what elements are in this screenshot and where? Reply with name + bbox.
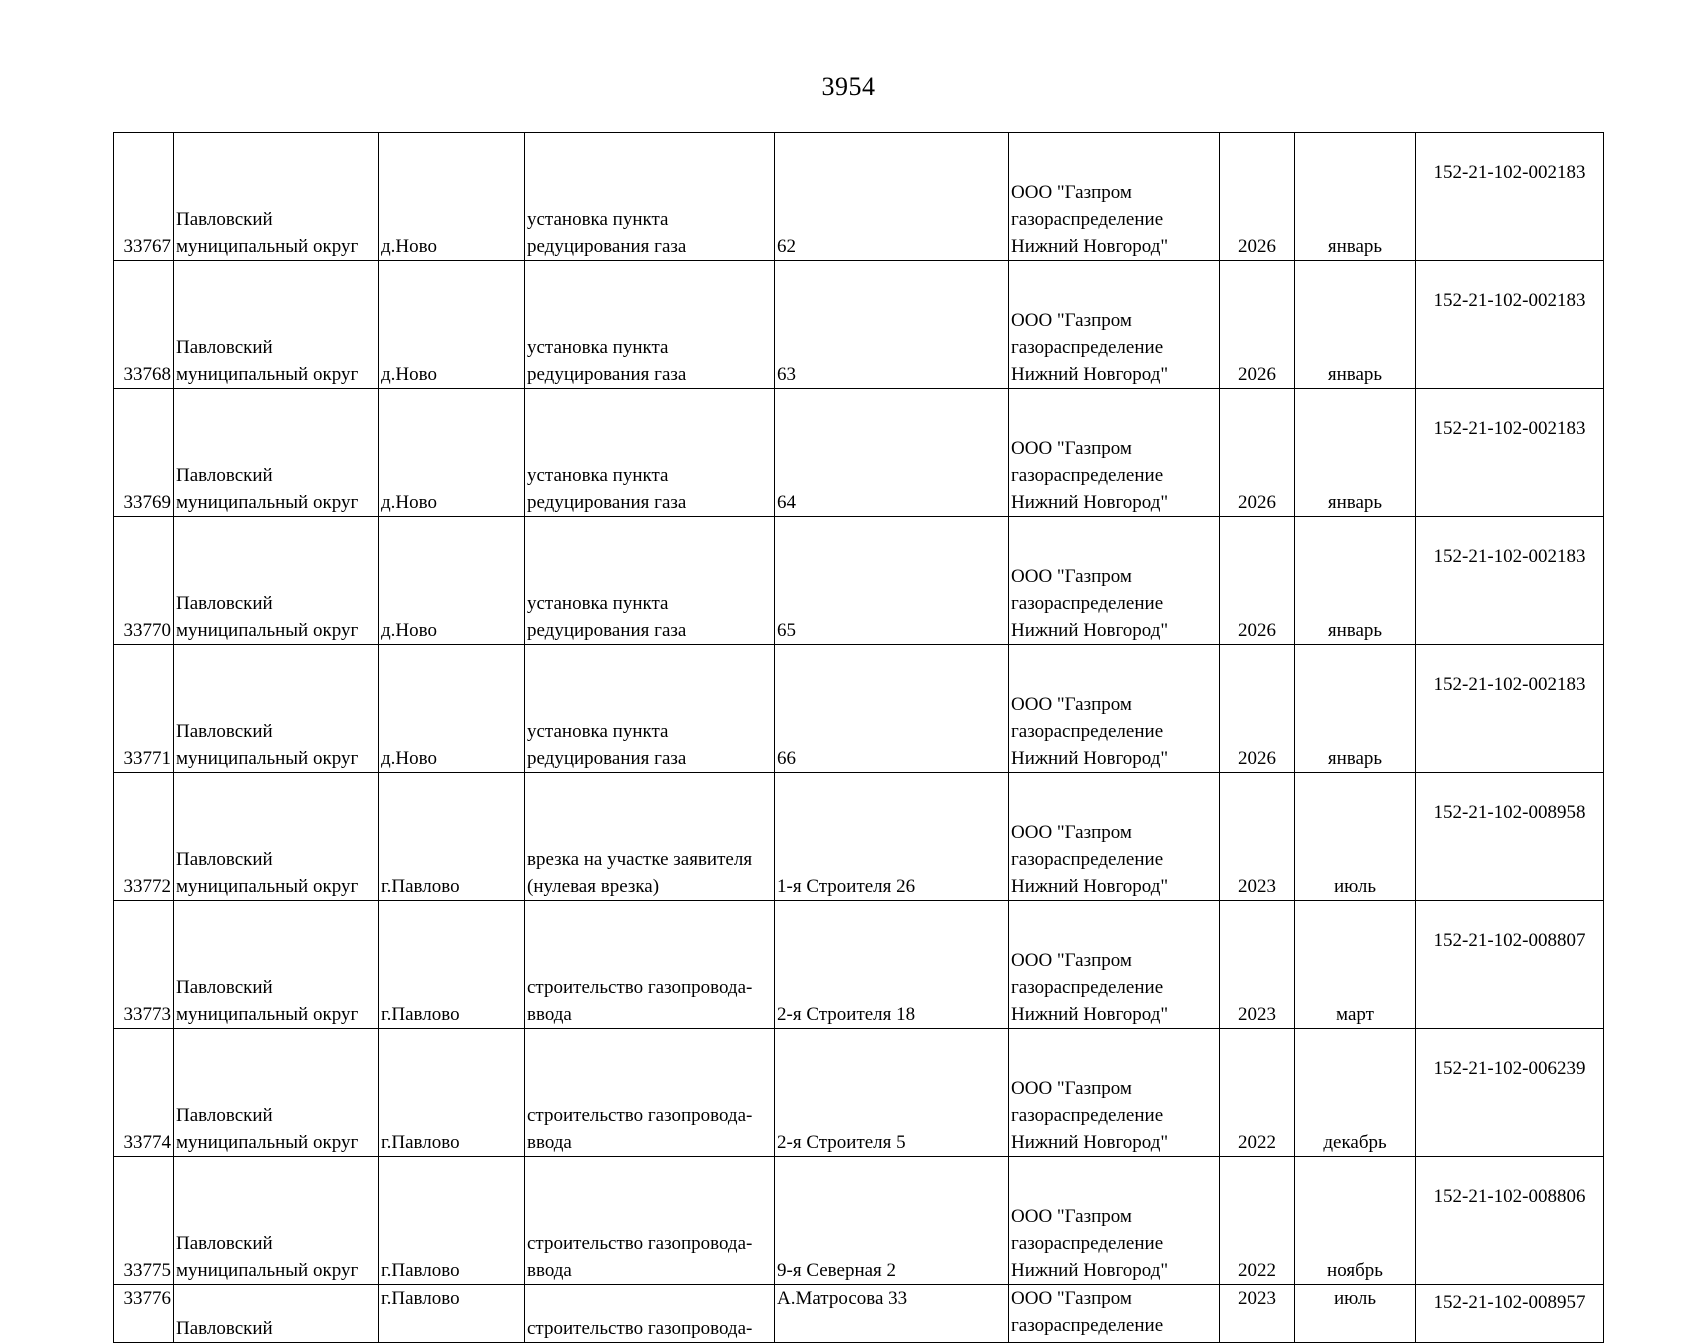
work-type-cell (525, 389, 775, 517)
month-text: январь (1327, 236, 1383, 257)
locality-text: г.Павлово (381, 1288, 460, 1309)
month-text: декабрь (1323, 1132, 1387, 1153)
year-text: 2022 (1238, 1132, 1276, 1153)
row-number: 33767 (123, 236, 171, 257)
application-code-cell (1416, 1285, 1604, 1343)
year-text: 2026 (1238, 364, 1276, 385)
address-text: 66 (777, 748, 796, 769)
application-code: 152-21-102-002183 (1433, 162, 1586, 183)
organization-line: газораспределение (1011, 721, 1164, 742)
work-type-line: ввода (527, 1132, 572, 1153)
month-cell (1295, 133, 1416, 261)
organization-line: Нижний Новгород" (1011, 236, 1169, 257)
work-type-line: ввода (527, 1004, 572, 1025)
address-cell (775, 645, 1009, 773)
application-code: 152-21-102-008957 (1433, 1292, 1586, 1313)
application-code: 152-21-102-006239 (1433, 1058, 1586, 1079)
application-code-cell (1416, 1157, 1604, 1285)
address-text: 1-я Строителя 26 (777, 876, 916, 897)
application-code: 152-21-102-002183 (1433, 418, 1586, 439)
organization-cell (1009, 901, 1220, 1029)
row-number: 33771 (123, 748, 171, 769)
address-cell (775, 901, 1009, 1029)
work-type-line: редуцирования газа (527, 620, 687, 641)
table-row (114, 773, 1604, 901)
application-code-cell (1416, 773, 1604, 901)
work-type-line: ввода (527, 1260, 572, 1281)
month-cell (1295, 1029, 1416, 1157)
organization-line: газораспределение (1011, 1105, 1164, 1126)
address-cell (775, 389, 1009, 517)
locality-cell (379, 901, 525, 1029)
application-code-cell (1416, 389, 1604, 517)
month-cell (1295, 261, 1416, 389)
application-code: 152-21-102-002183 (1433, 674, 1586, 695)
work-type-line: строительство газопровода- (527, 977, 753, 998)
organization-cell (1009, 1029, 1220, 1157)
organization-cell (1009, 645, 1220, 773)
district-cell (174, 517, 379, 645)
work-type-line: установка пункта (527, 337, 669, 358)
year-cell (1220, 645, 1295, 773)
organization-cell (1009, 773, 1220, 901)
row-number: 33770 (123, 620, 171, 641)
district-line: Павловский (176, 465, 273, 486)
row-number-cell (114, 645, 174, 773)
row-number-cell (114, 1157, 174, 1285)
year-cell (1220, 1157, 1295, 1285)
address-text: 2-я Строителя 5 (777, 1132, 906, 1153)
district-line: Павловский (176, 977, 273, 998)
application-code: 152-21-102-008806 (1433, 1186, 1586, 1207)
month-cell (1295, 645, 1416, 773)
locality-text: д.Ново (381, 748, 437, 769)
work-type-cell (525, 645, 775, 773)
locality-cell (379, 261, 525, 389)
application-code-cell (1416, 901, 1604, 1029)
work-type-line: установка пункта (527, 721, 669, 742)
locality-text: д.Ново (381, 492, 437, 513)
district-cell (174, 389, 379, 517)
month-cell (1295, 773, 1416, 901)
district-line: муниципальный округ (176, 364, 359, 385)
district-cell (174, 773, 379, 901)
work-type-cell (525, 517, 775, 645)
district-cell (174, 261, 379, 389)
year-text: 2023 (1238, 1288, 1276, 1309)
work-type-line: строительство газопровода- (527, 1318, 753, 1339)
locality-cell (379, 517, 525, 645)
row-number-cell (114, 1285, 174, 1343)
row-number: 33774 (123, 1132, 171, 1153)
month-text: ноябрь (1327, 1260, 1383, 1281)
organization-line: ООО "Газпром (1011, 1078, 1132, 1099)
district-line: Павловский (176, 1318, 273, 1339)
registry-table (113, 132, 1604, 1343)
table-row (114, 901, 1604, 1029)
address-cell (775, 133, 1009, 261)
year-text: 2026 (1238, 748, 1276, 769)
district-line: муниципальный округ (176, 236, 359, 257)
month-text: январь (1327, 748, 1383, 769)
application-code: 152-21-102-008958 (1433, 802, 1586, 823)
organization-line: газораспределение (1011, 209, 1164, 230)
organization-cell (1009, 389, 1220, 517)
work-type-cell (525, 133, 775, 261)
address-cell (775, 261, 1009, 389)
table-row (114, 133, 1604, 261)
year-cell (1220, 1029, 1295, 1157)
district-line: муниципальный округ (176, 1260, 359, 1281)
organization-line: ООО "Газпром (1011, 310, 1132, 331)
organization-line: ООО "Газпром (1011, 566, 1132, 587)
locality-cell (379, 389, 525, 517)
address-cell (775, 773, 1009, 901)
row-number-cell (114, 133, 174, 261)
table-row (114, 389, 1604, 517)
locality-cell (379, 1157, 525, 1285)
work-type-cell (525, 773, 775, 901)
work-type-line: строительство газопровода- (527, 1233, 753, 1254)
application-code-cell (1416, 1029, 1604, 1157)
year-cell (1220, 133, 1295, 261)
address-text: 2-я Строителя 18 (777, 1004, 916, 1025)
registry-table-body (114, 133, 1604, 1343)
year-text: 2023 (1238, 876, 1276, 897)
application-code-cell (1416, 133, 1604, 261)
district-cell (174, 133, 379, 261)
row-number-cell (114, 1029, 174, 1157)
organization-line: ООО "Газпром (1011, 822, 1132, 843)
row-number: 33768 (123, 364, 171, 385)
row-number-cell (114, 389, 174, 517)
organization-cell (1009, 133, 1220, 261)
district-cell (174, 645, 379, 773)
district-line: Павловский (176, 849, 273, 870)
month-cell (1295, 389, 1416, 517)
district-cell (174, 1029, 379, 1157)
district-line: Павловский (176, 1233, 273, 1254)
row-number-cell (114, 901, 174, 1029)
month-text: январь (1327, 492, 1383, 513)
row-number-cell (114, 517, 174, 645)
locality-cell (379, 645, 525, 773)
work-type-cell (525, 901, 775, 1029)
month-text: июль (1333, 1288, 1377, 1309)
work-type-cell (525, 1285, 775, 1343)
locality-text: г.Павлово (381, 876, 460, 897)
district-line: Павловский (176, 593, 273, 614)
row-number-cell (114, 773, 174, 901)
organization-line: ООО "Газпром (1011, 694, 1132, 715)
application-code: 152-21-102-002183 (1433, 546, 1586, 567)
table-row (114, 1285, 1604, 1343)
application-code-cell (1416, 261, 1604, 389)
locality-cell (379, 1029, 525, 1157)
row-number-cell (114, 261, 174, 389)
organization-line: ООО "Газпром (1011, 1288, 1132, 1309)
row-number: 33769 (123, 492, 171, 513)
month-cell (1295, 1285, 1416, 1343)
year-cell (1220, 517, 1295, 645)
address-text: 62 (777, 236, 796, 257)
organization-cell (1009, 1285, 1220, 1343)
year-text: 2026 (1238, 236, 1276, 257)
application-code: 152-21-102-008807 (1433, 930, 1586, 951)
year-text: 2026 (1238, 620, 1276, 641)
work-type-line: (нулевая врезка) (527, 876, 660, 897)
year-text: 2022 (1238, 1260, 1276, 1281)
work-type-line: редуцирования газа (527, 748, 687, 769)
month-text: январь (1327, 364, 1383, 385)
work-type-cell (525, 1157, 775, 1285)
organization-line: Нижний Новгород" (1011, 876, 1169, 897)
district-line: Павловский (176, 337, 273, 358)
address-text: 9-я Северная 2 (777, 1260, 897, 1281)
work-type-line: врезка на участке заявителя (527, 849, 753, 870)
address-cell (775, 1029, 1009, 1157)
work-type-line: установка пункта (527, 593, 669, 614)
organization-cell (1009, 1157, 1220, 1285)
row-number: 33773 (123, 1004, 171, 1025)
work-type-cell (525, 1029, 775, 1157)
organization-line: ООО "Газпром (1011, 182, 1132, 203)
organization-line: Нижний Новгород" (1011, 748, 1169, 769)
organization-line: Нижний Новгород" (1011, 1260, 1169, 1281)
district-cell (174, 1285, 379, 1343)
row-number: 33772 (123, 876, 171, 897)
year-text: 2026 (1238, 492, 1276, 513)
locality-cell (379, 1285, 525, 1343)
district-cell (174, 1157, 379, 1285)
application-code-cell (1416, 645, 1604, 773)
month-cell (1295, 901, 1416, 1029)
month-text: март (1336, 1004, 1374, 1025)
row-number: 33775 (123, 1260, 171, 1281)
address-cell (775, 517, 1009, 645)
row-number: 33776 (123, 1288, 171, 1309)
locality-cell (379, 133, 525, 261)
work-type-line: установка пункта (527, 465, 669, 486)
month-cell (1295, 517, 1416, 645)
organization-line: газораспределение (1011, 849, 1164, 870)
organization-line: газораспределение (1011, 1233, 1164, 1254)
year-cell (1220, 1285, 1295, 1343)
year-cell (1220, 901, 1295, 1029)
application-code: 152-21-102-002183 (1433, 290, 1586, 311)
organization-line: ООО "Газпром (1011, 1206, 1132, 1227)
district-cell (174, 901, 379, 1029)
district-line: Павловский (176, 209, 273, 230)
year-cell (1220, 389, 1295, 517)
month-text: июль (1333, 876, 1377, 897)
district-line: Павловский (176, 721, 273, 742)
district-line: муниципальный округ (176, 492, 359, 513)
district-line: муниципальный округ (176, 1004, 359, 1025)
district-line: муниципальный округ (176, 620, 359, 641)
organization-line: Нижний Новгород" (1011, 492, 1169, 513)
organization-line: газораспределение (1011, 465, 1164, 486)
locality-text: д.Ново (381, 236, 437, 257)
work-type-cell (525, 261, 775, 389)
organization-line: Нижний Новгород" (1011, 1132, 1169, 1153)
address-text: 63 (777, 364, 796, 385)
locality-cell (379, 773, 525, 901)
locality-text: д.Ново (381, 620, 437, 641)
district-line: муниципальный округ (176, 748, 359, 769)
address-text: 64 (777, 492, 796, 513)
organization-line: Нижний Новгород" (1011, 1004, 1169, 1025)
address-cell (775, 1157, 1009, 1285)
organization-line: газораспределение (1011, 1315, 1164, 1336)
work-type-line: редуцирования газа (527, 492, 687, 513)
district-line: Павловский (176, 1105, 273, 1126)
table-row (114, 645, 1604, 773)
table-row (114, 517, 1604, 645)
table-row (114, 1029, 1604, 1157)
organization-line: ООО "Газпром (1011, 438, 1132, 459)
work-type-line: строительство газопровода- (527, 1105, 753, 1126)
year-cell (1220, 261, 1295, 389)
month-text: январь (1327, 620, 1383, 641)
organization-line: газораспределение (1011, 977, 1164, 998)
address-text: А.Матросова 33 (777, 1288, 908, 1309)
address-cell (775, 1285, 1009, 1343)
organization-line: Нижний Новгород" (1011, 364, 1169, 385)
work-type-line: редуцирования газа (527, 364, 687, 385)
table-row (114, 1157, 1604, 1285)
district-line: муниципальный округ (176, 876, 359, 897)
organization-line: газораспределение (1011, 337, 1164, 358)
organization-line: Нижний Новгород" (1011, 620, 1169, 641)
work-type-line: установка пункта (527, 209, 669, 230)
organization-cell (1009, 261, 1220, 389)
district-line: муниципальный округ (176, 1132, 359, 1153)
locality-text: г.Павлово (381, 1132, 460, 1153)
organization-line: газораспределение (1011, 593, 1164, 614)
application-code-cell (1416, 517, 1604, 645)
locality-text: г.Павлово (381, 1260, 460, 1281)
locality-text: г.Павлово (381, 1004, 460, 1025)
organization-cell (1009, 517, 1220, 645)
work-type-line: редуцирования газа (527, 236, 687, 257)
year-cell (1220, 773, 1295, 901)
locality-text: д.Ново (381, 364, 437, 385)
table-row (114, 261, 1604, 389)
year-text: 2023 (1238, 1004, 1276, 1025)
organization-line: ООО "Газпром (1011, 950, 1132, 971)
address-text: 65 (777, 620, 796, 641)
page-number: 3954 (821, 72, 876, 101)
month-cell (1295, 1157, 1416, 1285)
